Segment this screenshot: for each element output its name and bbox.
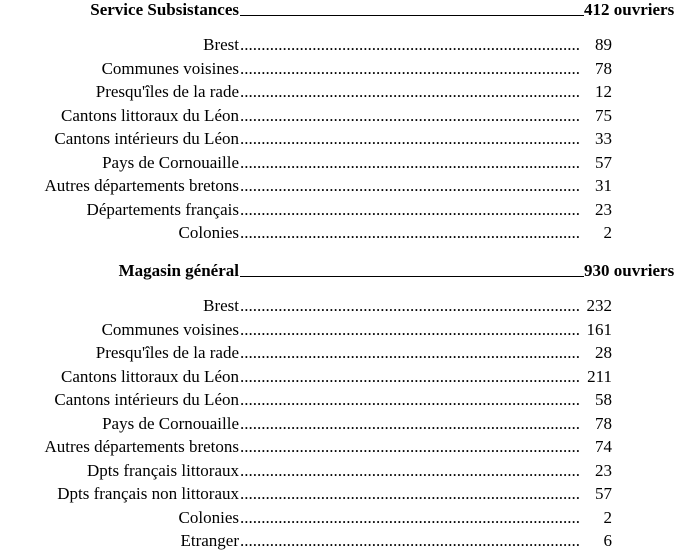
worker-count: 75: [595, 105, 612, 125]
list-item: [0, 104, 696, 128]
list-item: [0, 221, 696, 245]
worker-count: 58: [595, 390, 612, 409]
origin-label: Etranger: [180, 531, 239, 550]
list-item: [0, 57, 696, 81]
worker-count: 28: [595, 343, 612, 362]
worker-count: 33: [595, 129, 612, 148]
worker-count: 6: [603, 531, 612, 550]
origin-label: Cantons intérieurs du Léon: [54, 129, 239, 148]
section-title: Magasin général: [118, 261, 239, 280]
origin-list: [0, 294, 696, 553]
section-service-subsistances: [0, 0, 696, 245]
origin-label: Brest: [203, 35, 239, 54]
worker-count: 2: [603, 507, 612, 527]
list-item: [0, 174, 696, 198]
worker-count: 211: [587, 366, 612, 386]
heading-rule: [240, 15, 584, 16]
list-item: [0, 127, 696, 151]
list-item: [0, 318, 696, 342]
worker-count: 78: [595, 58, 612, 78]
origin-label: Presqu'îles de la rade: [95, 343, 239, 362]
list-item: [0, 459, 696, 483]
origin-label: Pays de Cornouaille: [102, 413, 239, 433]
origin-label: Cantons littoraux du Léon: [60, 105, 239, 125]
list-item: [0, 435, 696, 459]
origin-label: Cantons intérieurs du Léon: [54, 390, 239, 409]
origin-label: Autres départements bretons: [44, 437, 239, 456]
list-item: [0, 412, 696, 436]
worker-count: 12: [595, 82, 612, 101]
list-item: [0, 294, 696, 318]
list-item: [0, 80, 696, 104]
origin-label: Brest: [203, 296, 239, 315]
origin-label: Dpts français non littoraux: [57, 484, 239, 503]
worker-count: 57: [595, 152, 612, 172]
origin-label: Autres départements bretons: [44, 176, 239, 195]
worker-count: 23: [595, 460, 612, 480]
worker-count: 78: [595, 413, 612, 433]
origin-label: Presqu'îles de la rade: [95, 82, 239, 101]
worker-count: 31: [595, 176, 612, 195]
section-total: 930 ouvriers: [584, 261, 675, 280]
heading-rule: [240, 276, 584, 277]
list-item: [0, 198, 696, 222]
origin-label: Pays de Cornouaille: [102, 152, 239, 172]
list-item: [0, 365, 696, 389]
list-item: [0, 482, 696, 506]
list-item: [0, 506, 696, 530]
worker-count: 74: [595, 437, 612, 456]
worker-count: 2: [603, 223, 612, 242]
section-title: Service Subsistances: [90, 0, 239, 19]
origin-label: Colonies: [178, 507, 239, 527]
origin-label: Cantons littoraux du Léon: [60, 366, 239, 386]
section-heading: [0, 261, 696, 281]
origin-list: [0, 33, 696, 245]
section-heading: [0, 0, 696, 20]
origin-label: Dpts français littoraux: [86, 460, 239, 480]
worker-count: 57: [595, 484, 612, 503]
list-item: [0, 151, 696, 175]
worker-count: 89: [595, 35, 612, 54]
worker-count: 23: [595, 199, 612, 219]
origin-label: Colonies: [178, 223, 239, 242]
section-total: 412 ouvriers: [584, 0, 675, 19]
worker-count: 161: [586, 319, 612, 339]
origin-label: Communes voisines: [101, 58, 239, 78]
origin-label: Départements français: [86, 199, 239, 219]
origin-label: Communes voisines: [101, 319, 239, 339]
list-item: [0, 33, 696, 57]
list-item: [0, 341, 696, 365]
worker-count: 232: [586, 296, 612, 315]
list-item: [0, 529, 696, 553]
list-item: [0, 388, 696, 412]
section-magasin-general: [0, 261, 696, 553]
